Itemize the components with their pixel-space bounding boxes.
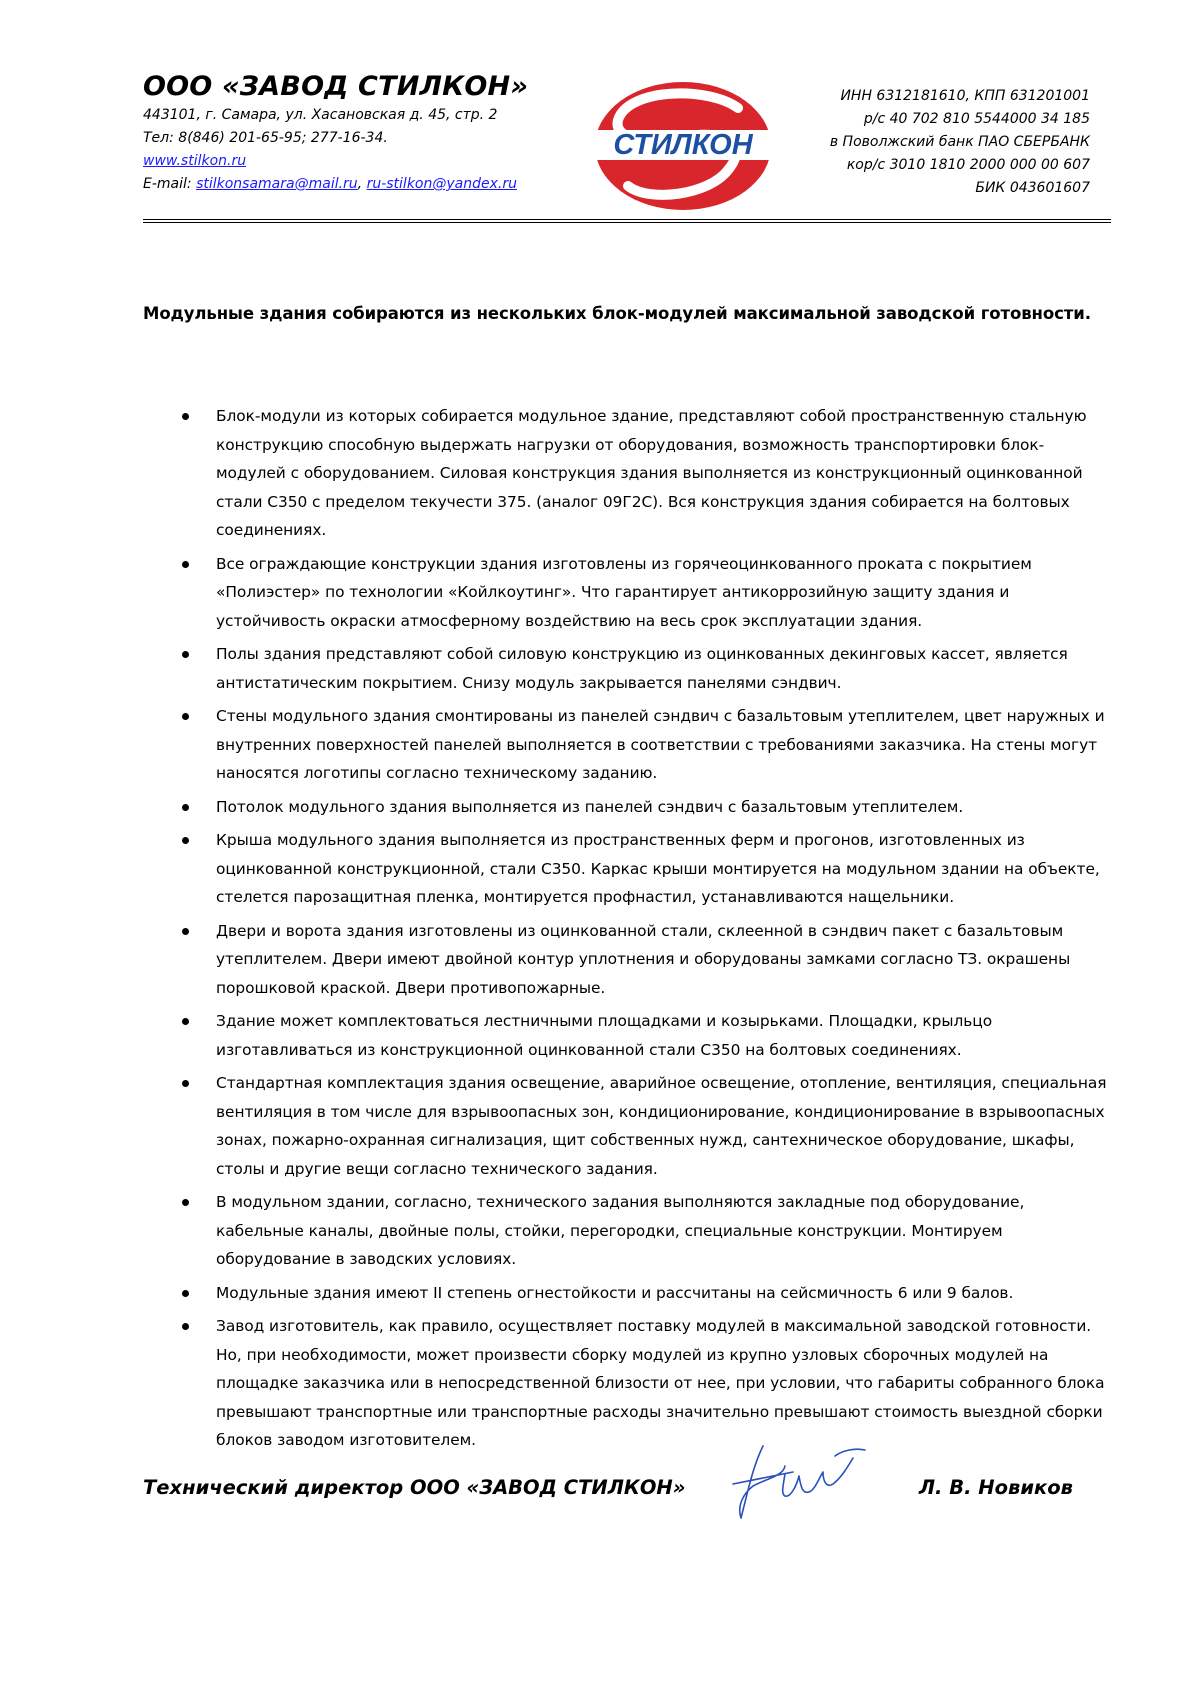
bullet-icon	[182, 413, 189, 420]
corr-account: кор/с 3010 1810 2000 000 00 607	[846, 157, 1090, 173]
list-item-text: Стены модульного здания смонтированы из панелей сэндвич с базальтовым утеплителем, цвет наружных и внутренних поверхностей панелей выполняется в соответствии с требованиями заказчика. На стены могут наносятся логотипы согласно техническому заданию.	[216, 707, 1105, 782]
logo-text: СТИЛКОН	[613, 129, 753, 161]
list-item	[182, 402, 1112, 545]
bullet-icon	[182, 837, 189, 844]
bullet-icon	[182, 713, 189, 720]
list-item	[182, 1007, 1112, 1064]
bik: БИК 043601607	[975, 180, 1090, 196]
bullet-icon	[182, 928, 189, 935]
list-item-text: В модульном здании, согласно, технического задания выполняются закладные под оборудование, кабельные каналы, двойные полы, стойки, перегородки, специальные конструкции. Монтируем оборудование в заводских условиях.	[216, 1193, 1025, 1268]
list-item	[182, 640, 1112, 697]
list-item-text: Потолок модульного здания выполняется из панелей сэндвич с базальтовым утеплителем.	[216, 797, 964, 816]
list-item	[182, 1188, 1112, 1274]
website-line	[143, 150, 593, 173]
list-item-text: Завод изготовитель, как правило, осуществляет поставку модулей в максимальной заводской готовности. Но, при необходимости, может произвести сборку модулей из крупно узловых сборочных модулей на площадке заказчика или в непосредственной близости от нее, при условии, что габариты собранного блока превышают транспортные или транспортные расходы значительно превышают стоимость выездной сборки блоков заводом изготовителем.	[216, 1317, 1105, 1449]
signature-block	[143, 1476, 1073, 1516]
bullet-icon	[182, 1323, 189, 1330]
list-item-text: Стандартная комплектация здания освещение, аварийное освещение, отопление, вентиляция, специальная вентиляция в том числе для взрывоопасных зон, кондиционирование, кондиционирование в взрывоопасных зонах, пожарно-охранная сигнализация, щит собственных нужд, сантехническое оборудование, шкафы, столы и другие вещи согласно технического задания.	[216, 1074, 1107, 1178]
bullet-icon	[182, 1018, 189, 1025]
list-item	[182, 917, 1112, 1003]
bullet-icon	[182, 651, 189, 658]
bullet-icon	[182, 1080, 189, 1087]
header-divider-secondary	[143, 222, 1111, 223]
company-phone: Тел: 8(846) 201-65-95; 277-16-34.	[143, 130, 388, 146]
email-separator: ,	[357, 176, 367, 192]
list-item	[182, 550, 1112, 636]
bullet-icon	[182, 804, 189, 811]
signatory-title: Технический директор ООО «ЗАВОД СТИЛКОН»	[143, 1476, 686, 1499]
bank-details	[830, 85, 1090, 200]
list-item	[182, 826, 1112, 912]
list-item	[182, 702, 1112, 788]
list-item	[182, 1279, 1112, 1308]
company-name: ООО «ЗАВОД СТИЛКОН»	[143, 71, 529, 102]
company-logo	[588, 78, 778, 218]
list-item-text: Крыша модульного здания выполняется из пространственных ферм и прогонов, изготовленных из оцинкованной конструкционной, стали С350. Каркас крыши монтируется на модульном здании на объекте, стелется парозащитная пленка, монтируется профнастил, устанавливаются нащельники.	[216, 831, 1100, 906]
list-item-text: Полы здания представляют собой силовую конструкцию из оцинкованных декинговых кассет, является антистатическим покрытием. Снизу модуль закрывается панелями сэндвич.	[216, 645, 1068, 692]
list-item-text: Двери и ворота здания изготовлены из оцинкованной стали, склеенной в сэндвич пакет с базальтовым утеплителем. Двери имеют двойной контур уплотнения и оборудованы замками согласно ТЗ. окрашены порошковой краской. Двери противопожарные.	[216, 921, 1071, 997]
list-item-text: Все ограждающие конструкции здания изготовлены из горячеоцинкованного проката с покрытием «Полиэстер» по технологии «Койлкоутинг». Что гарантирует антикоррозийную защиту здания и устойчивость окраски атмосферному воздействию на весь срок эксплуатации здания.	[216, 554, 1032, 630]
document-heading: Модульные здания собираются из нескольких блок-модулей максимальной заводской готовности.	[143, 304, 1091, 323]
feature-list	[182, 402, 1112, 1460]
website-link[interactable]: www.stilkon.ru	[143, 153, 247, 169]
bullet-icon	[182, 561, 189, 568]
list-item	[182, 1069, 1112, 1183]
header-divider	[143, 219, 1111, 220]
email-prefix: E-mail:	[143, 176, 197, 192]
inn-kpp: ИНН 6312181610, КПП 631201001	[840, 88, 1090, 104]
list-item-text: Здание может комплектоваться лестничными площадками и козырьками. Площадки, крыльцо изготавливаться из конструкционной оцинкованной стали С350 на болтовых соединениях.	[216, 1012, 993, 1059]
list-item	[182, 793, 1112, 822]
list-item-text: Модульные здания имеют II степень огнестойкости и рассчитаны на сейсмичность 6 или 9 балов.	[216, 1283, 1014, 1302]
signatory-name: Л. В. Новиков	[918, 1476, 1073, 1499]
list-item-text: Блок-модули из которых собирается модульное здание, представляют собой пространственную стальную конструкцию способную выдержать нагрузки от оборудования, возможность транспортировки блок-модулей с оборудованием. Силовая конструкция здания выполняется из конструкционный оцинкованной стали С350 с пределом текучести 375. (аналог 09Г2С). Вся конструкция здания собирается на болтовых соединениях.	[216, 407, 1087, 539]
bullet-icon	[182, 1290, 189, 1297]
email-link-1[interactable]: stilkonsamara@mail.ru	[196, 176, 358, 192]
bank-account: р/с 40 702 810 5544000 34 185	[863, 111, 1090, 127]
bank-name: в Поволжский банк ПАО СБЕРБАНК	[829, 134, 1090, 150]
email-link-2[interactable]: ru-stilkon@yandex.ru	[366, 176, 517, 192]
company-address: 443101, г. Самара, ул. Хасановская д. 45, стр. 2	[143, 107, 498, 123]
email-line	[143, 173, 593, 196]
letterhead	[143, 70, 1100, 222]
list-item	[182, 1312, 1112, 1455]
bullet-icon	[182, 1199, 189, 1206]
company-contacts	[143, 70, 593, 196]
